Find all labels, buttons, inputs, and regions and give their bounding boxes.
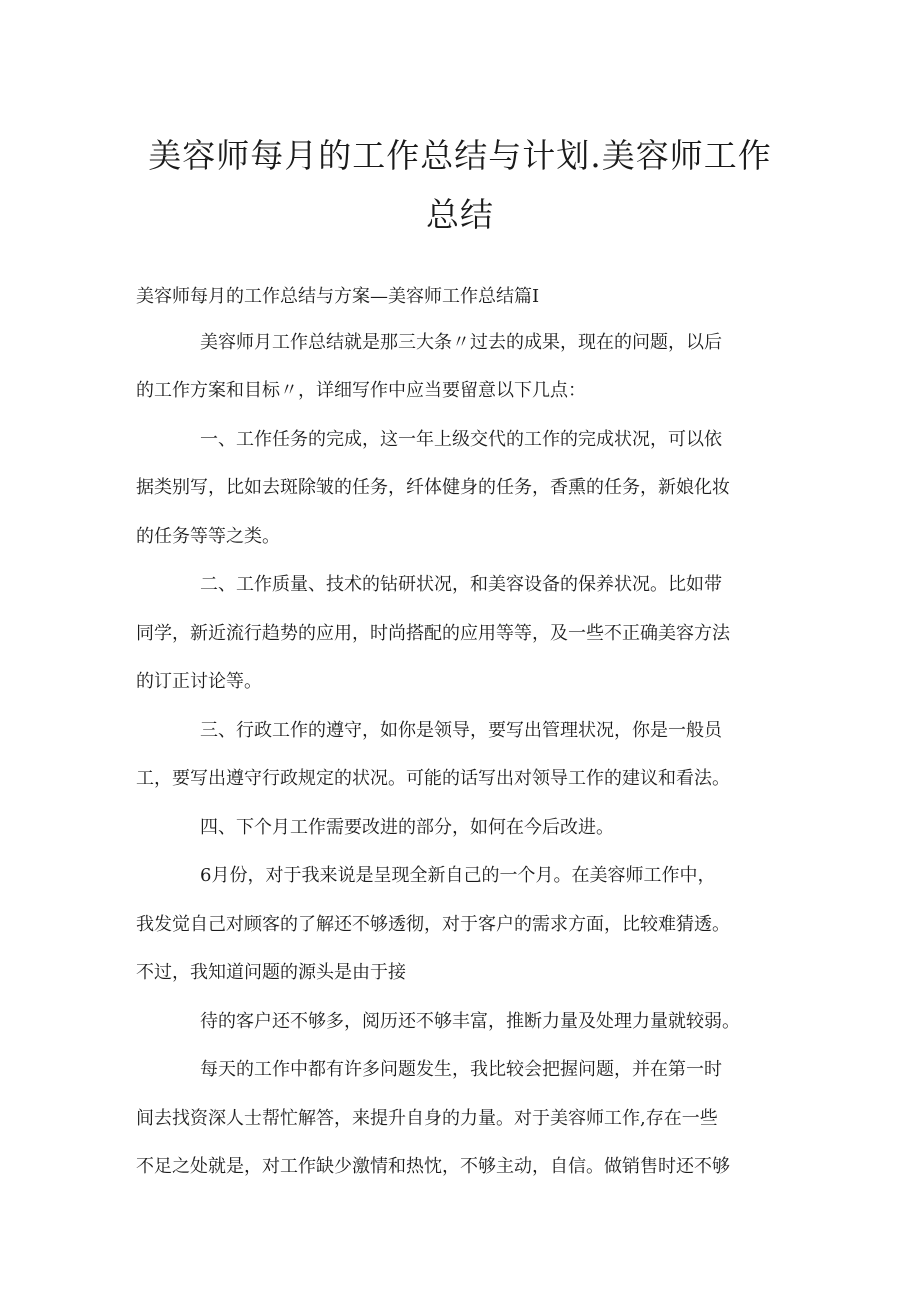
body-line: 三、行政工作的遵守，如你是领导，要写出管理状况，你是一般员 [200,720,722,741]
body-line: 不足之处就是，对工作缺少激情和热忱，不够主动，自信。做销售时还不够 [136,1156,730,1177]
body-line: 二、工作质量、技术的钻研状况，和美容设备的保养状况。比如带 [200,574,722,595]
document-title-line-2: 总结 [426,195,494,234]
body-line: 的任务等等之类。 [136,526,280,547]
body-line: 的订正讨论等。 [136,671,262,692]
body-line: 的工作方案和目标〃，详细写作中应当要留意以下几点： [136,380,586,401]
body-line: 同学，新近流行趋势的应用，时尚搭配的应用等等，及一些不正确美容方法 [136,623,730,644]
body-line: 我发觉自己对顾客的了解还不够透彻，对于客户的需求方面，比较难猜透。 [136,914,730,935]
body-line: 据类别写，比如去斑除皱的任务，纤体健身的任务，香熏的任务，新娘化妆 [136,477,730,498]
section-subheading: 美容师每月的工作总结与方案—美容师工作总结篇Ⅰ [136,286,540,307]
body-line: 6月份，对于我来说是呈现全新自己的一个月。在美容师工作中， [200,865,716,886]
body-line: 一、工作任务的完成，这一年上级交代的工作的完成状况，可以依 [200,429,722,450]
body-line: 不过，我知道问题的源头是由于接 [136,962,406,983]
body-line: 每天的工作中都有许多问题发生，我比较会把握问题，并在第一时 [200,1059,722,1080]
body-line: 待的客户还不够多，阅历还不够丰富，推断力量及处理力量就较弱。 [200,1011,740,1032]
document-title-line-1: 美容师每月的工作总结与计划.美容师工作 [148,136,772,175]
body-line: 美容师月工作总结就是那三大条〃过去的成果，现在的问题，以后 [200,332,722,353]
body-line: 间去找资深人士帮忙解答，来提升自身的力量。对于美容师工作,存在一些 [136,1108,718,1129]
body-line: 工，要写出遵守行政规定的状况。可能的话写出对领导工作的建议和看法。 [136,768,730,789]
body-line: 四、下个月工作需要改进的部分，如何在今后改进。 [200,817,614,838]
